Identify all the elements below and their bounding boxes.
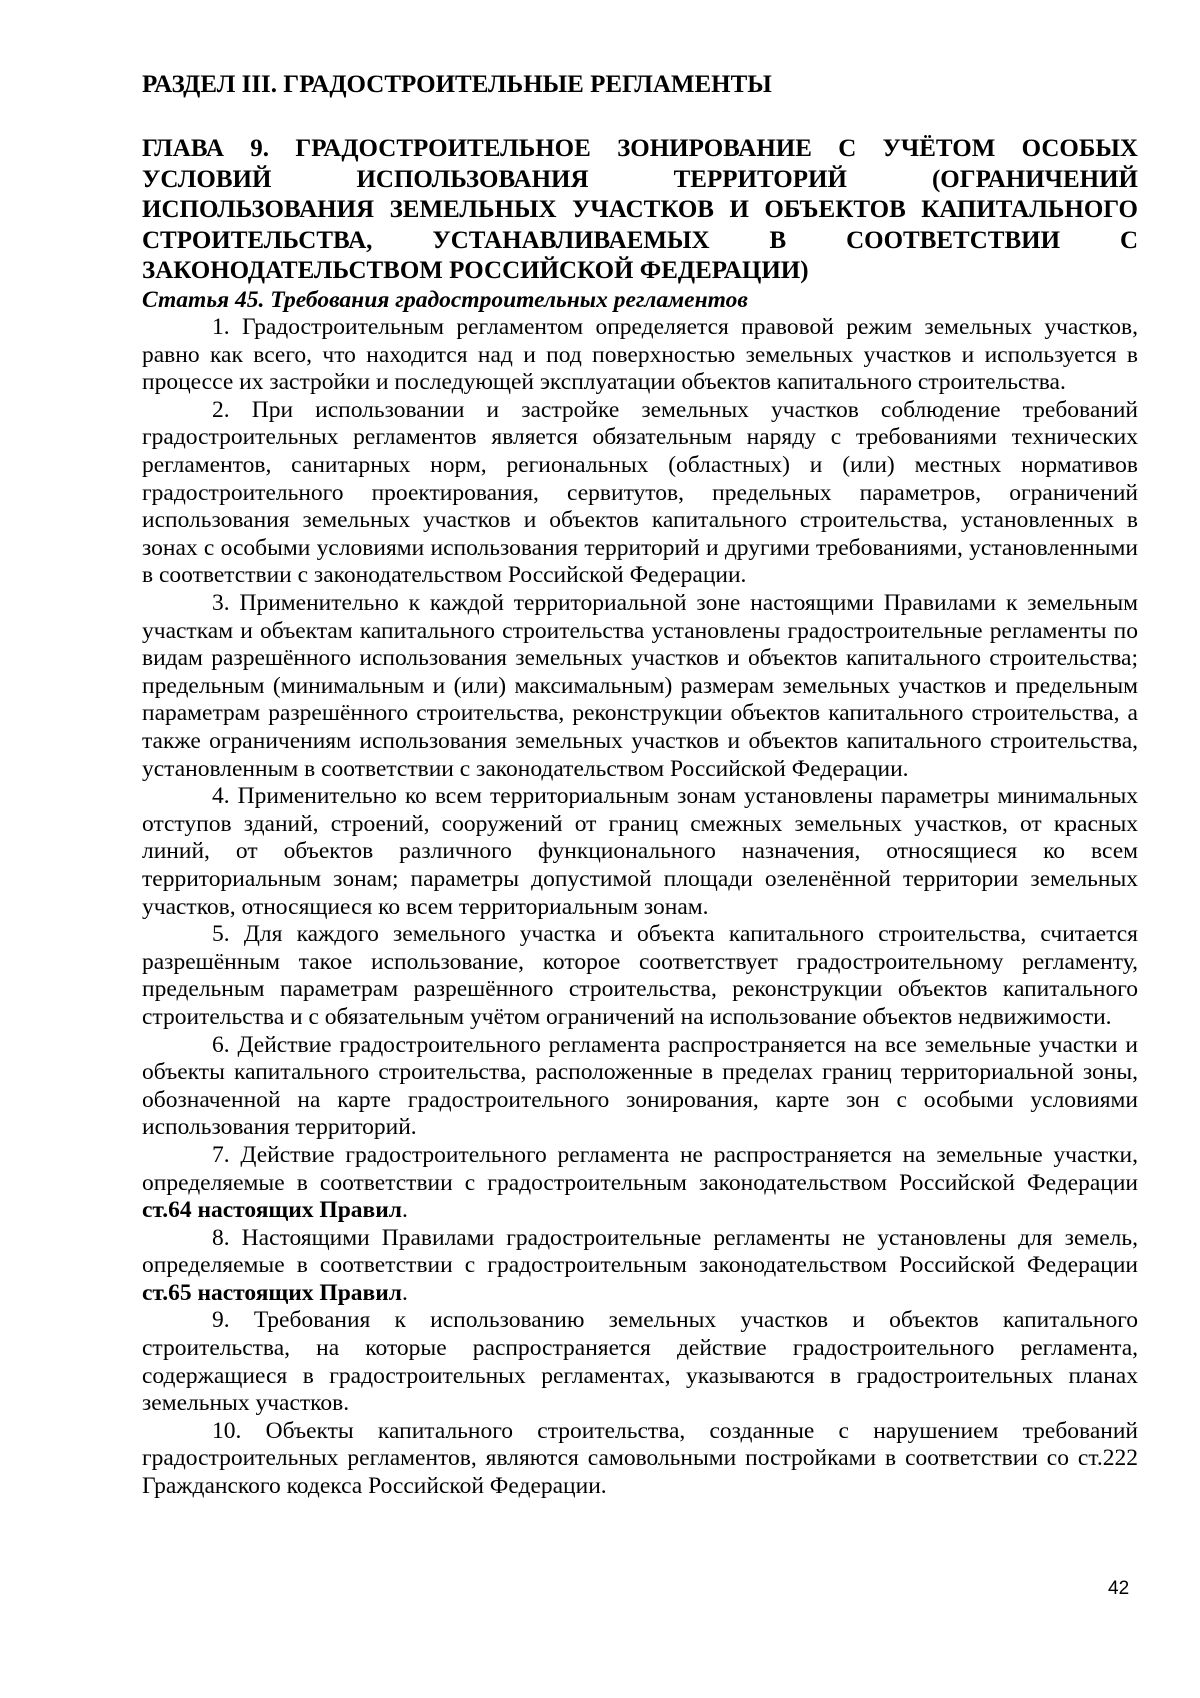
paragraph-8-end: .	[401, 1279, 408, 1306]
chapter-title: ГЛАВА 9. ГРАДОСТРОИТЕЛЬНОЕ ЗОНИРОВАНИЕ С УЧЁТОМ ОСОБЫХ УСЛОВИЙ ИСПОЛЬЗОВАНИЯ ТЕРРИТОРИЙ (ОГРАНИЧЕНИЙ ИСПОЛЬЗОВАНИЯ ЗЕМЕЛЬНЫХ УЧАСТКОВ И ОБЪЕКТОВ КАПИТАЛЬНОГО СТРОИТЕЛЬСТВА, УСТАНАВЛИВАЕМЫХ В СООТВЕТСТВИИ С ЗАКОНОДАТЕЛЬСТВОМ РОССИЙСКОЙ ФЕДЕРАЦИИ)	[142, 135, 1138, 284]
paragraph-9: 9. Требования к использованию земельных участков и объектов капитального строительства, на которые распространяется действие градостроительного регламента, содержащиеся в градостроительных регламентах, указываются в градостроительных планах земельных участков.	[142, 1307, 1138, 1417]
paragraph-7-end: .	[401, 1197, 408, 1224]
section-title: РАЗДЕЛ III. ГРАДОСТРОИТЕЛЬНЫЕ РЕГЛАМЕНТЫ	[142, 71, 772, 98]
page-number: 42	[1108, 1578, 1130, 1599]
paragraph-3: 3. Применительно к каждой территориальной зоне настоящими Правилами к земельным участкам и объектам капитального строительства установлены градостроительные регламенты по видам разрешённого использования земельных участков и объектов капитального строительства; предельным (минимальным и (или) максимальным) размерам земельных участков и предельным параметрам разрешённого строительства, реконструкции объектов капитального строительства, а также ограничениям использования земельных участков и объектов капитального строительства, установленным в соответствии с законодательством Российской Федерации.	[142, 590, 1138, 782]
paragraph-7-reference: ст.64 настоящих Правил	[142, 1197, 402, 1224]
paragraph-2: 2. При использовании и застройке земельных участков соблюдение требований градостроительных регламентов является обязательным наряду с требованиями технических регламентов, санитарных норм, региональных (областных) и (или) местных нормативов градостроительного проектирования, сервитутов, предельных параметров, ограничений использования земельных участков и объектов капитального строительства, установленных в зонах с особыми условиями использования территорий и другими требованиями, установленными в соответствии с законодательством Российской Федерации.	[142, 396, 1138, 589]
paragraph-1: 1. Градостроительным регламентом определяется правовой режим земельных участков, равно как всего, что находится над и под поверхностью земельных участков и используется в процессе их застройки и последующей эксплуатации объектов капитального строительства.	[142, 314, 1138, 396]
paragraph-7	[142, 1142, 1138, 1225]
document-page	[142, 58, 1138, 1501]
paragraph-10: 10. Объекты капитального строительства, созданные с нарушением требований градостроительных регламентов, являются самовольными постройками в соответствии со ст.222 Гражданского кодекса Российской Федерации.	[142, 1417, 1138, 1500]
paragraph-5: 5. Для каждого земельного участка и объекта капитального строительства, считается разрешённым такое использование, которое соответствует градостроительному регламенту, предельным параметрам разрешённого строительства, реконструкции объектов капитального строительства и с обязательным учётом ограничений на использование объектов недвижимости.	[142, 921, 1138, 1030]
paragraph-7-text: 7. Действие градостроительного регламента не распространяется на земельные участки, определяемые в соответствии с градостроительным законодательством Российской Федерации	[142, 1141, 1138, 1196]
paragraph-8-text: 8. Настоящими Правилами градостроительные регламенты не установлены для земель, определяемые в соответствии с градостроительным законодательством Российской Федерации	[142, 1224, 1138, 1279]
article-title: Статья 45. Требования градостроительных регламентов	[142, 286, 748, 313]
paragraph-8	[142, 1225, 1138, 1308]
paragraph-8-reference: ст.65 настоящих Правил	[142, 1279, 402, 1306]
paragraph-6: 6. Действие градостроительного регламента распространяется на все земельные участки и объекты капитального строительства, расположенные в пределах границ территориальной зоны, обозначенной на карте градостроительного зонирования, карте зон с особыми условиями использования территорий.	[142, 1031, 1138, 1141]
paragraph-4: 4. Применительно ко всем территориальным зонам установлены параметры минимальных отступов зданий, строений, сооружений от границ смежных земельных участков, от красных линий, от объектов различного функционального назначения, относящиеся ко всем территориальным зонам; параметры допустимой площади озеленённой территории земельных участков, относящиеся ко всем территориальным зонам.	[142, 783, 1138, 920]
